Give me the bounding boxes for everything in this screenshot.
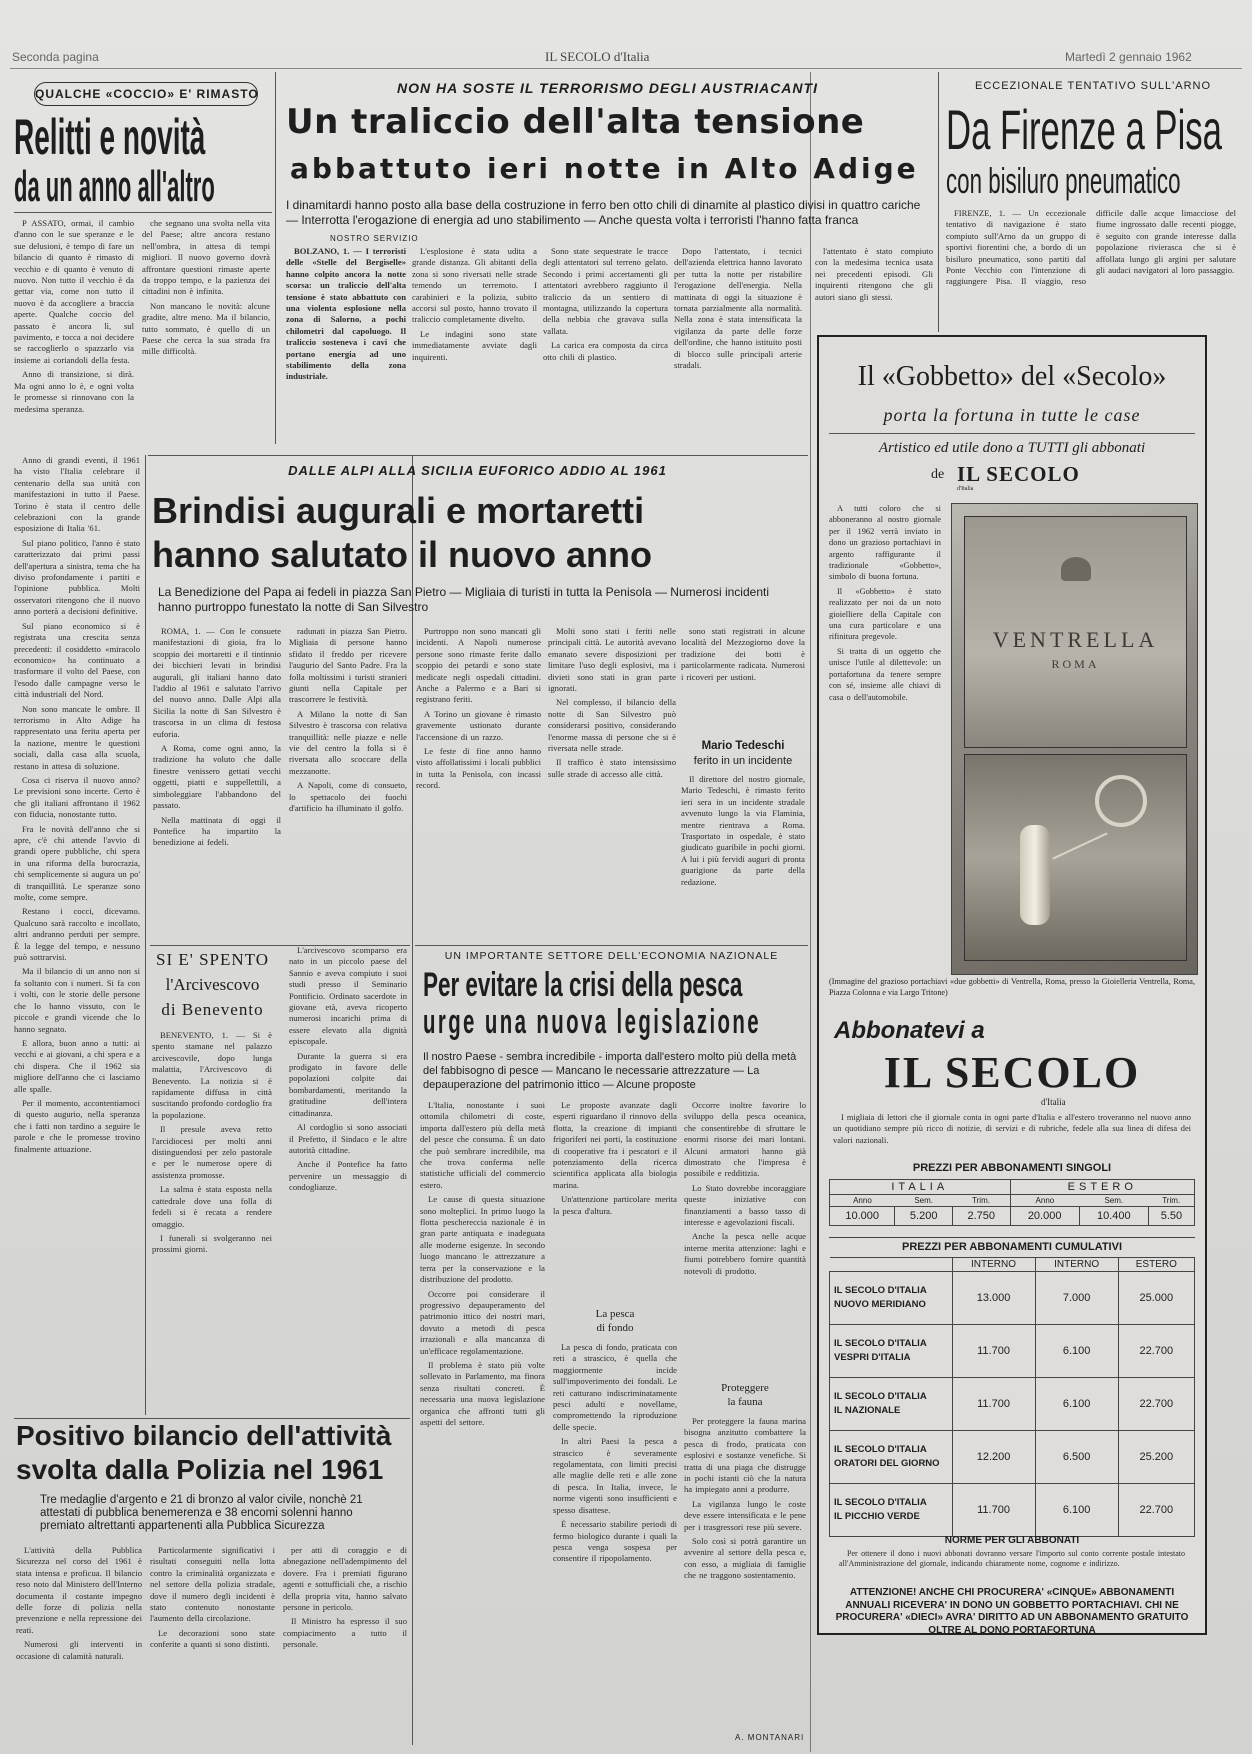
- cumulativi-price: 22.700: [1118, 1484, 1194, 1537]
- new-year-col-2: radunati in piazza San Pietro. Migliaia di persone hanno sfidato il freddo per ricevere l'augurio del Santo Padre. Fra la folla moltissimi i turisti stranieri giunti nella Capitale per trascorrere le festività. A Milano la notte di San Silvestro è trascorsa con relativa tranquillità: nelle piazze e nelle vie del centro la folla si è riversata allo scoccare della mezzanotte. A Napoli, come di consueto, lo spettacolo dei fuochi d'artificio ha illuminato il golfo.: [289, 626, 407, 814]
- fishing-subhead1-2: di fondo: [596, 1322, 634, 1334]
- police-deck: Tre medaglie d'argento e 21 di bronzo al valor civile, nonchè 21 attestati di pubblica benemerenza e 38 encomi solenni hanno premiato altrettanti appartenenti alla Pubblica Sicurezza: [40, 1494, 363, 1532]
- fishing-headline-2: urge una nuova legislazione: [423, 1003, 761, 1041]
- masthead-title: IL SECOLO d'Italia: [545, 49, 650, 64]
- period-label: Trim.: [1148, 1195, 1194, 1207]
- police-col-3: per atti di coraggio e di abnegazione nell'adempimento del dovere. Fra i premiati figurano agenti e sottufficiali che, a rischio della propria vita, hanno salvato persone in pericolo. Il Ministro ha espresso il suo compiacimento a tutto il personale.: [283, 1545, 407, 1650]
- new-year-headline-1: Brindisi augurali e mortaretti: [152, 490, 645, 531]
- fishing-subhead1-1: La pesca: [595, 1308, 635, 1320]
- top-story-col-2: L'esplosione è stata udita a grande distanza. Gli abitanti della zona si sono riversati nelle strade temendo un terremoto. I carabinieri e la polizia, subito accorsi sul posto, hanno trovato il traliccio completamente divelto. Le indagini sono state immediatamente avviate dagli inquirenti.: [412, 246, 537, 362]
- masthead-date: Martedì 2 gennaio 1962: [1065, 50, 1192, 64]
- top-story-kicker: NON HA SOSTE IL TERRORISMO DEGLI AUSTRIACANTI: [397, 80, 818, 96]
- column-rule: [810, 72, 811, 1752]
- cumulativi-price: 6.500: [1035, 1431, 1118, 1484]
- cumulativi-publication: [830, 1378, 953, 1431]
- left-feature-col-2: che segnano una svolta nella vita del Paese; altre ancora restano nell'ombra, in attesa di tempi migliori. Il nuovo governo dovrà affrontare questioni rimaste aperte da troppo tempo, e la pazienza dei cittadini non è infinita. Non mancano le novità: alcune gradite, altre meno. Ma il bilancio, tutto sommato, è quello di un Paese che cerca la sua strada fra mille difficoltà.: [142, 218, 270, 357]
- ad-body-left: A tutti coloro che si abboneranno al nostro giornale per il 1962 verrà inviato in dono un grazioso portachiavi in argento raffigurante il tradizionale «Gobbetto», simbolo di buona fortuna. Il «Gobbetto» è stato realizzato per noi da un noto gioielliere della Capitale con una cura particolare e una rifinitura pregevole. Si tratta di un oggetto che unisce l'utile al dilettevole: un portafortuna da tenere sempre con sé, insieme alle chiavi di casa o dell'automobile.: [829, 504, 941, 702]
- chain-icon: [1052, 832, 1107, 859]
- norme-title: NORME PER GLI ABBONATI: [944, 1535, 1080, 1546]
- estero-header: ESTERO: [1010, 1180, 1194, 1195]
- price-cell: 5.200: [895, 1207, 953, 1226]
- cumulativi-publication: [830, 1484, 953, 1537]
- fishing-kicker: UN IMPORTANTE SETTORE DELL'ECONOMIA NAZIONALE: [444, 950, 779, 962]
- subhead-tedeschi-2: ferito in un incidente: [693, 755, 793, 767]
- cumulativi-row: [830, 1272, 1195, 1325]
- cumulativi-price: 7.000: [1035, 1272, 1118, 1325]
- cumulativi-price: 11.700: [952, 1378, 1035, 1431]
- police-headline-1: Positivo bilancio dell'attività: [16, 1420, 392, 1451]
- cumulativi-price: 25.200: [1118, 1431, 1194, 1484]
- box-brand: VENTRELLA: [992, 627, 1159, 652]
- rule: [829, 433, 1195, 434]
- singoli-price-table: [829, 1179, 1195, 1226]
- publication-line-1: IL SECOLO D'ITALIA: [834, 1444, 927, 1455]
- italia-header: ITALIA: [830, 1180, 1011, 1195]
- police-col-1: L'attività della Pubblica Sicurezza nel corso del 1961 è stata intensa e proficua. Il bilancio reso noto dal Ministero dell'Interno documenta il costante impegno delle forze di polizia nella prevenzione e nella repressione dei reati. Numerosi gli interventi in occasione di calamità naturali.: [16, 1545, 142, 1661]
- price-cell: 10.400: [1079, 1207, 1148, 1226]
- new-year-col-5b: Il direttore del nostro giornale, Mario Tedeschi, è rimasto ferito ieri sera in un incidente stradale avvenuto lungo la via Flaminia, mentre rientrava a Roma. Trasportato in ospedale, è stato giudicato guaribile in pochi giorni. A lui i più fervidi auguri di pronta guarigione da parte della redazione.: [681, 774, 805, 887]
- fishing-col-3b: Per proteggere la fauna marina bisogna anzitutto combattere la pesca di frodo, praticata con esplosivi e sostanze venefiche. Si tratta di una piaga che distrugge in pochi istanti ciò che la natura ha impiegato anni a produrre. La vigilanza lungo le coste deve essere intensificata e le pene per i trasgressori rese più severe. Solo così si potrà garantire un avvenire al settore della pesca e, con esso, a migliaia di famiglie che ne traggono sostentamento.: [684, 1416, 806, 1581]
- left-feature-col-1: P ASSATO, ormai, il cambio d'anno con le sue speranze e le sue delusioni, è tempo di fare un bilancio di quanto è rimasto di vecchio e di quanto è venuto di nuovo. Non tutto il vecchio è da gettar via, come non tutto il nuovo è da accogliere a braccia aperte. Qualche coccio del passato è ancora lì, sul pavimento, e tocca a noi decidere se raccoglierlo o spazzarlo via insieme ai coriandoli della festa. Anno di transizione, si dirà. Ma ogni anno lo è, e ogni volta le promesse si rinnovano con la medesima speranza.: [14, 218, 134, 414]
- left-feature-headline-1: Relitti e novità: [14, 109, 206, 165]
- fishing-signature: A. MONTANARI: [735, 1733, 805, 1742]
- left-feature-headline-2: da un anno all'altro: [14, 162, 215, 211]
- gift-box-lid: [964, 516, 1187, 748]
- new-year-headline-2: hanno salutato il nuovo anno: [152, 534, 652, 575]
- ad-cta-brand-small: d'Italia: [1041, 1097, 1066, 1107]
- fishing-col-2b: La pesca di fondo, praticata con reti a strascico, è quella che maggiormente incide sull'impoverimento dei fondali. Le reti catturano indiscriminatamente pesci adulti e novellame, compromettendo la riproduzione delle specie. In altri Paesi la pesca a strascico è severamente regolamentata, con limiti precisi alle maglie delle reti e alle zone di pesca. In Italia, invece, le norme vigenti sono insufficienti e spesso disattese. È necessario stabilire periodi di fermo biologico durante i quali la pesca venga sospesa per consentire il ripopolamento.: [553, 1342, 677, 1564]
- cumulativi-header: ESTERO: [1118, 1258, 1194, 1272]
- police-headline-2: svolta dalla Polizia nel 1961: [16, 1454, 384, 1485]
- right-top-headline-2: con bisiluro pneumatico: [946, 160, 1181, 201]
- archbishop-line3: di Benevento: [161, 1000, 264, 1019]
- top-story-headline-1: Un traliccio dell'alta tensione: [286, 102, 865, 142]
- left-feature-kicker: QUALCHE «COCCIO» E' RIMASTO: [34, 82, 258, 106]
- publication-line-1: IL SECOLO D'ITALIA: [834, 1285, 927, 1296]
- archbishop-line2: l'Arcivescovo: [165, 975, 260, 994]
- norme-body: Per ottenere il dono i nuovi abbonati dovranno versare l'importo sul conto corrente postale intestato all'Amministrazione del giornale, indicando chiaramente nome, cognome e indirizzo.: [839, 1549, 1185, 1568]
- rule: [148, 455, 808, 456]
- right-top-body: FIRENZE, 1. — Un eccezionale tentativo di navigazione è stato compiuto sull'Arno da un gruppo di sportivi fiorentini che, a bordo di un bisiluro pneumatico, sono partiti dal Ponte Vecchio con l'intenzione di raggiungere Pisa. Il viaggio, reso difficile dalle acque limacciose del fiume ingrossato dalle recenti piogge, è seguito con grande interesse dalla popolazione rivierasca che si è affollata lungo gli argini per salutare gli audaci navigatori al loro passaggio.: [946, 208, 1236, 287]
- period-label: Sem.: [1104, 1196, 1124, 1205]
- box-city: ROMA: [1051, 657, 1100, 671]
- cumulativi-publication: [830, 1431, 953, 1484]
- fishing-subhead2-1: Proteggere: [721, 1382, 769, 1394]
- period-label: Trim.: [972, 1196, 990, 1205]
- price-cell: 2.750: [952, 1207, 1010, 1226]
- top-story-col-5: l'attentato è stato compiuto con la medesima tecnica usata nei precedenti episodi. Gli inquirenti ritengono che gli autori siano gli stessi.: [815, 246, 933, 302]
- period-label: Anno: [1010, 1195, 1079, 1207]
- new-year-col-3: Purtroppo non sono mancati gli incidenti. A Napoli numerose persone sono rimaste ferite dallo scoppio dei petardi e sono state medicate negli ospedali cittadini. Anche a Palermo e a Bari si registrano feriti. A Torino un giovane è rimasto gravemente ustionato durante l'accensione di un razzo. Le feste di fine anno hanno visto affollatissimi i locali pubblici in tutta la Penisola, con incassi record.: [416, 626, 541, 791]
- cumulativi-price: 6.100: [1035, 1484, 1118, 1537]
- key-ring-icon: [1095, 775, 1147, 827]
- cumulativi-row: [830, 1431, 1195, 1484]
- top-story-col-4: Dopo l'attentato, i tecnici dell'azienda elettrica hanno lavorato per tutta la notte per ristabilire l'erogazione dell'energia. Nella mattinata di oggi la situazione è tornata parzialmente alla normalità. Nella zona è stata intensificata la vigilanza da parte delle forze dell'ordine, che hanno istituito posti di blocco sulle principali arterie stradali.: [674, 246, 802, 371]
- fishing-headline-1: Per evitare la crisi della pesca: [423, 966, 743, 1004]
- new-year-col-4: Molti sono stati i feriti nelle principali città. Le autorità avevano emanato severe disposizioni per limitare l'uso degli esplosivi, ma i divieti sono stati in gran parte ignorati. Nel complesso, il bilancio della notte di San Silvestro può considerarsi positivo, considerando l'enorme massa di persone che si è riversata nelle strade. Il traffico è stato intensissimo sulle strade di accesso alle città.: [548, 626, 676, 779]
- new-year-col-1: ROMA, 1. — Con le consuete manifestazioni di gioia, fra lo scoppio dei mortaretti e il tintinnio dei bicchieri levati in brindisi augurali, gli italiani hanno dato l'addio al 1961 e salutato l'arrivo del nuovo anno. Dalle Alpi alla Sicilia la notte di San Silvestro è trascorsa in un clima di festosa euforia. A Roma, come ogni anno, la tradizione ha voluto che dalle finestre venissero gettati vecchi oggetti, piatti e suppellettili, a simboleggiare l'abbandono del passato. Nella mattinata di oggi il Pontefice ha impartito la benedizione ai fedeli.: [153, 626, 281, 848]
- page-label: Seconda pagina: [12, 50, 99, 64]
- ad-subtitle: porta la fortuna in tutte le case: [883, 405, 1141, 425]
- fishing-col-1: L'Italia, nonostante i suoi ottomila chilometri di coste, importa dall'estero più della metà del pesce che consuma. È un dato che può sembrare incredibile, ma che trova conferma nelle statistiche ufficiali del commercio estero. Le cause di questa situazione sono molteplici. In primo luogo la flotta peschereccia nazionale è in gran parte antiquata e inadeguata alle moderne esigenze. In secondo luogo mancano le attrezzature a terra per la conservazione e la distribuzione del prodotto. Occorre poi considerare il progressivo depauperamento del patrimonio ittico dei nostri mari, dovuto a metodi di pesca irrazionali e alla mancanza di un'efficace regolamentazione. Il problema è stato più volte sollevato in Parlamento, ma finora senza risultati concreti. È necessaria una nuova legislazione organica che affronti tutti gli aspetti del settore.: [420, 1100, 545, 1427]
- rule: [415, 945, 808, 946]
- masthead-rule: [10, 68, 1242, 69]
- publication-line-2: IL PICCHIO VERDE: [834, 1511, 920, 1522]
- publication-line-1: IL SECOLO D'ITALIA: [834, 1497, 927, 1508]
- left-column-body: Anno di grandi eventi, il 1961 ha visto l'Italia celebrare il centenario della sua unità con manifestazioni in tutto il Paese. Torino è stata il centro delle celebrazioni con la grande esposizione di Italia '61. Sul piano politico, l'anno è stato caratterizzato dai primi passi dell'apertura a sinistra, tema che ha diviso profondamente i partiti e l'opinione pubblica. Molti osservatori ritengono che il nuovo anno porterà a decisioni definitive. Sul piano economico si è registrata una crescita senza precedenti: il cosiddetto «miracolo economico» ha continuato a trasformare il volto del Paese, con l'esodo dalle campagne verso le città industriali del Nord. Non sono mancate le ombre. Il terrorismo in Alto Adige ha rappresentato una ferita aperta per la nazione, mentre le questioni sociali, dalla casa alla scuola, restano in attesa di soluzione. Cosa ci riserva il nuovo anno? Le previsioni sono incerte. Certo è che gli italiani affrontano il 1962 con fiducia, nonostante tutto. Fra le novità dell'anno che si apre, c'è chi attende l'avvio di grandi opere pubbliche, chi spera in una riforma della burocrazia, chi semplicemente si augura un po' di tranquillità. Le speranze sono molte, come sempre. Restano i cocci, dicevamo. Qualcuno sarà raccolto e incollato, altri andranno perduti per sempre. È la legge del tempo, e nessuno può sottrarvisi. Ma il bilancio di un anno non si fa soltanto con i numeri. Si fa con i volti, con le storie delle persone che lo hanno vissuto, con le piccole e grandi vicende che lo hanno segnato. E allora, buon anno a tutti: ai vecchi e ai giovani, a chi spera e a chi dispera. Che il 1962 sia migliore dell'anno che ci lasciamo alle spalle. Per il momento, accontentiamoci di questo augurio, nella speranza che i fatti non tardino a seguire le parole e che le promesse trovino finalmente attuazione.: [14, 455, 140, 1154]
- ad-photo-caption: (Immagine del grazioso portachiavi «due gobbetti» di Ventrella, Roma, presso la Gioielleria Ventrella, Roma, Piazza Colonna e via Largo Tritone): [829, 977, 1195, 997]
- top-story-deck: I dinamitardi hanno posto alla base della costruzione in ferro ben otto chili di dinamite al plastico divisi in quattro cariche — Interrotta l'erogazione di energia ad uno stabilimento — Anche questa volta i terroristi l'hanno fatta franca: [286, 198, 921, 227]
- period-label: Sem.: [914, 1196, 933, 1205]
- column-rule: [938, 72, 939, 332]
- archbishop-col-1: BENEVENTO, 1. — Si è spento stamane nel palazzo arcivescovile, dopo lunga malattia, l'Arcivescovo di Benevento. La notizia si è rapidamente diffusa in città suscitando profondo cordoglio fra la popolazione. Il presule aveva retto l'arcidiocesi per molti anni distinguendosi per zelo pastorale e per le numerose opere di assistenza promosse. La salma è stata esposta nella cattedrale dove una folla di fedeli si è recata a rendere omaggio. I funerali si svolgeranno nei prossimi giorni.: [152, 1030, 272, 1255]
- ad-brand: IL SECOLO: [957, 462, 1080, 486]
- price-cell: 10.000: [830, 1207, 895, 1226]
- ad-brand-small: d'Italia: [957, 486, 974, 492]
- top-story-col-3: Sono state sequestrate le tracce degli attentatori sul terreno gelato. Secondo i primi accertamenti gli attentatori avrebbero raggiunto il traliccio da un sentiero di montagna, utilizzando la copertura della nebbia che gravava sulla vallata. La carica era composta da circa otto chili di plastico.: [543, 246, 668, 362]
- subscription-ad: [817, 335, 1207, 1635]
- cumulativi-price: 6.100: [1035, 1378, 1118, 1431]
- price-cell: 5.50: [1148, 1207, 1194, 1226]
- cumulativi-title: PREZZI PER ABBONAMENTI CUMULATIVI: [829, 1237, 1195, 1253]
- cumulativi-price: 11.700: [952, 1325, 1035, 1378]
- rule: [14, 1418, 410, 1419]
- period-label: Anno: [830, 1195, 895, 1207]
- price-cell: 20.000: [1010, 1207, 1079, 1226]
- cumulativi-row: [830, 1378, 1195, 1431]
- hunchback-charm-icon: [1020, 825, 1050, 925]
- publication-line-2: ORATORI DEL GIORNO: [834, 1458, 940, 1469]
- ad-line3: Artistico ed utile dono a TUTTI gli abbonati: [878, 440, 1146, 456]
- publication-line-1: IL SECOLO D'ITALIA: [834, 1391, 927, 1402]
- publication-line-2: NUOVO MERIDIANO: [834, 1299, 926, 1310]
- crown-icon: [1061, 557, 1091, 581]
- cumulativi-price: 22.700: [1118, 1325, 1194, 1378]
- singoli-title: PREZZI PER ABBONAMENTI SINGOLI: [912, 1162, 1112, 1174]
- fishing-col-3a: Occorre inoltre favorire lo sviluppo della pesca oceanica, che consentirebbe di sfruttare le enormi risorse dei mari lontani. Alcuni armatori hanno già dimostrato che l'impresa è possibile e redditizia. Lo Stato dovrebbe incoraggiare queste iniziative con finanziamenti a basso tasso di interesse e agevolazioni fiscali. Anche la pesca nelle acque interne merita attenzione: laghi e fiumi potrebbero fornire quantità notevoli di prodotto.: [684, 1100, 806, 1276]
- top-story-headline-2: abbattuto ieri notte in Alto Adige: [290, 152, 919, 185]
- cumulativi-price: 22.700: [1118, 1378, 1194, 1431]
- column-rule: [275, 72, 276, 444]
- top-story-byline: NOSTRO SERVIZIO: [330, 234, 419, 243]
- new-year-col-5a: sono stati registrati in alcune località del Mezzogiorno dove la tradizione dei botti è particolarmente radicata. Numerosi i ricoveri per ustioni.: [681, 626, 805, 682]
- ad-cta-body: I migliaia di lettori che il giornale conta in ogni parte d'Italia e all'estero troveranno nel nuovo anno un quotidiano sempre più ricco di notizie, di servizi e di rubriche, fedele alla sua linea di difesa dei valori nazionali.: [833, 1113, 1191, 1145]
- cumulativi-price: 25.000: [1118, 1272, 1194, 1325]
- cumulativi-price-table: [829, 1257, 1195, 1537]
- right-top-headline-1: Da Firenze a Pisa: [946, 98, 1222, 161]
- police-col-2: Particolarmente significativi i risultati conseguiti nella lotta contro la criminalità organizzata e nel settore della polizia stradale, dove il numero degli incidenti è stato contenuto nonostante l'aumento della circolazione. Le decorazioni sono state conferite a quanti si sono distinti.: [150, 1545, 275, 1650]
- cumulativi-row: [830, 1484, 1195, 1537]
- archbishop-col-2: L'arcivescovo scomparso era nato in un piccolo paese del Sannio e aveva compiuto i suoi studi presso il Seminario Pontificio. Ordinato sacerdote in giovane età, aveva ricoperto numerosi incarichi prima di essere elevato alla dignità episcopale. Durante la guerra si era prodigato in favore delle popolazioni colpite dai bombardamenti, meritando la gratitudine dell'intera cittadinanza. Al cordoglio si sono associati il Prefetto, il Sindaco e le altre autorità cittadine. Anche il Pontefice ha fatto pervenire un messaggio di condoglianze.: [289, 945, 407, 1193]
- cumulativi-publication: [830, 1272, 953, 1325]
- keychain-photo: [951, 503, 1198, 975]
- fishing-col-2a: Le proposte avanzate dagli esperti riguardano il rinnovo della flotta, la creazione di impianti frigoriferi nei porti, la costituzione di cooperative fra i pescatori e il potenziamento della ricerca scientifica applicata alla biologia marina. Un'attenzione particolare merita la pesca d'altura.: [553, 1100, 677, 1216]
- ad-line4-prefix: de: [931, 467, 945, 482]
- cumulativi-price: 11.700: [952, 1484, 1035, 1537]
- publication-line-2: VESPRI D'ITALIA: [834, 1352, 911, 1363]
- cumulativi-header: INTERNO: [952, 1258, 1035, 1272]
- publication-line-2: IL NAZIONALE: [834, 1405, 901, 1416]
- subhead-tedeschi-1: Mario Tedeschi: [701, 740, 785, 752]
- archbishop-line1: SI E' SPENTO: [156, 950, 269, 969]
- column-rule: [412, 455, 413, 1745]
- cumulativi-price: 13.000: [952, 1272, 1035, 1325]
- right-top-kicker: ECCEZIONALE TENTATIVO SULL'ARNO: [974, 80, 1212, 92]
- fishing-subhead2-2: la fauna: [727, 1396, 763, 1408]
- top-story-col-1: BOLZANO, 1. — I terroristi delle «Stelle del Bergiselle» hanno colpito ancora la notte scorsa: un traliccio dell'alta tensione è stato abbattuto con una violenta esplosione nella zona di Salorno, a pochi chilometri dal capoluogo. Il traliccio sosteneva i cavi che portano energia ad uno stabilimento della zona industriale.: [286, 246, 406, 382]
- new-year-kicker: DALLE ALPI ALLA SICILIA EUFORICO ADDIO AL 1961: [288, 463, 667, 478]
- cumulativi-price: 6.100: [1035, 1325, 1118, 1378]
- new-year-deck: La Benedizione del Papa ai fedeli in piazza San Pietro — Migliaia di turisti in tutta la Penisola — Numerosi incidenti hanno purtroppo funestato la notte di San Silvestro: [158, 585, 769, 614]
- publication-line-1: IL SECOLO D'ITALIA: [834, 1338, 927, 1349]
- cumulativi-price: 12.200: [952, 1431, 1035, 1484]
- cumulativi-row: [830, 1325, 1195, 1378]
- gift-box-tray: [964, 754, 1187, 961]
- fishing-deck: Il nostro Paese - sembra incredibile - importa dall'estero molto più della metà del fabbisogno di pesce — Mancano le necessarie attrezzature — La depauperazione del patrimonio ittico — Alcune proposte: [423, 1051, 797, 1091]
- ad-cta-brand: IL SECOLO: [883, 1048, 1141, 1097]
- attention-notice: ATTENZIONE! ANCHE CHI PROCURERA' «CINQUE» ABBONAMENTI ANNUALI RICEVERA' IN DONO UN GOBBETTO PORTACHIAVI. CHI NE PROCURERA' «DIECI» AVRA' DIRITTO AD UN ABBONAMENTO GRATUITO OLTRE AL DONO PORTAFORTUNA: [835, 1587, 1189, 1636]
- rule: [14, 212, 272, 213]
- cumulativi-publication: [830, 1325, 953, 1378]
- ad-cta: Abbonatevi a: [834, 1017, 985, 1044]
- ad-title: Il «Gobbetto» del «Secolo»: [857, 361, 1167, 392]
- column-rule: [145, 455, 146, 1415]
- cumulativi-header: INTERNO: [1035, 1258, 1118, 1272]
